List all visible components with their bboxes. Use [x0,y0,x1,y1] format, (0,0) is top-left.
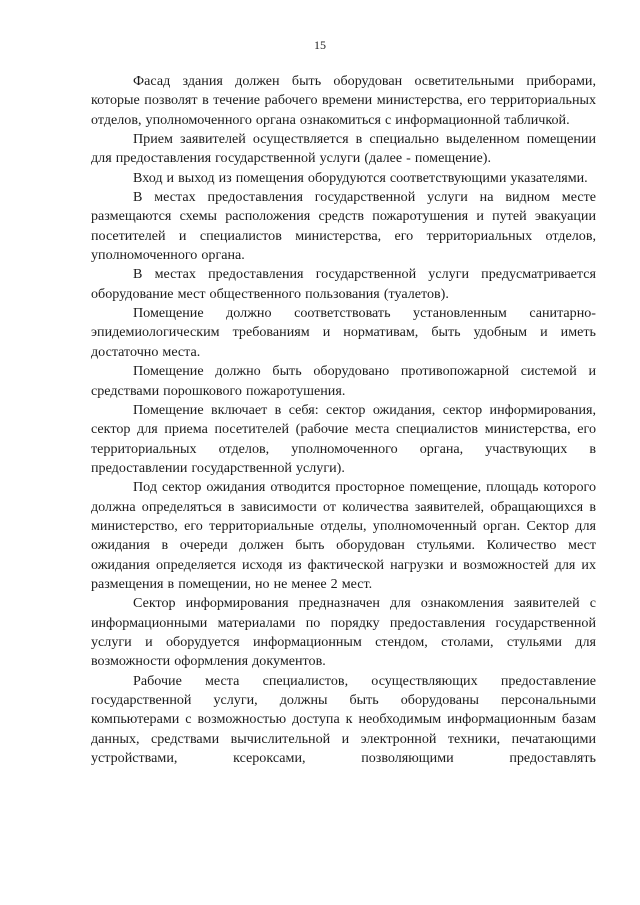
paragraph-entrance-exit: Вход и выход из помещения оборудуются соответствующими указателями. [133,169,588,186]
paragraph-sanitary-requirements: Помещение должно соответствовать установленным санитарно-эпидемиологическим требованиям и нормативам, быть удобным и иметь достаточно места. [91,305,596,360]
paragraph-information-sector: Сектор информирования предназначен для ознакомления заявителей с информационными материалами по порядку предоставления государственной услуги и оборудуется информационным стендом, столами, стульями для возможности оформления документов. [91,595,596,670]
page-number: 15 [314,38,326,52]
document-body [91,72,596,768]
paragraph-public-facilities: В местах предоставления государственной услуги предусматривается оборудование мест общественного пользования (туалетов). [91,266,596,302]
paragraph-reception-room: Прием заявителей осуществляется в специально выделенном помещении для предоставления государственной услуги (далее - помещение). [91,131,596,167]
paragraph-workplaces: Рабочие места специалистов, осуществляющих предоставление государственной услуги, должны быть оборудованы персональными компьютерами с возможностью доступа к необходимым информационным базам данных, средствами вычислительной и электронной техники, печатающими устройствами, ксероксами, позволяющими предоставлять [91,672,596,767]
paragraph-facade-lighting: Фасад здания должен быть оборудован осветительными приборами, которые позволят в течение рабочего времени министерства, его территориальных отделов, уполномоченного органа ознакомиться с информационной табличкой. [91,73,596,128]
paragraph-room-sectors: Помещение включает в себя: сектор ожидания, сектор информирования, сектор для приема посетителей (рабочие места специалистов министерства, его территориальных отделов, уполномоченного органа, участвующих в предоставлении государственной услуги). [91,401,596,476]
paragraph-fire-protection: Помещение должно быть оборудовано противопожарной системой и средствами порошкового пожаротушения. [91,363,596,399]
paragraph-evacuation-schemes: В местах предоставления государственной услуги на видном месте размещаются схемы расположения средств пожаротушения и путей эвакуации посетителей и специалистов министерства, его территориальных отделов, уполномоченного органа. [91,189,596,264]
paragraph-waiting-sector: Под сектор ожидания отводится просторное помещение, площадь которого должна определяться в зависимости от количества заявителей, обращающихся в министерство, его территориальные отделы, уполномоченный орган. Сектор для ожидания в очереди должен быть оборудован стульями. Количество мест ожидания определяется исходя из фактической нагрузки и возможностей для их размещения в помещении, но не менее 2 мест. [91,479,596,592]
